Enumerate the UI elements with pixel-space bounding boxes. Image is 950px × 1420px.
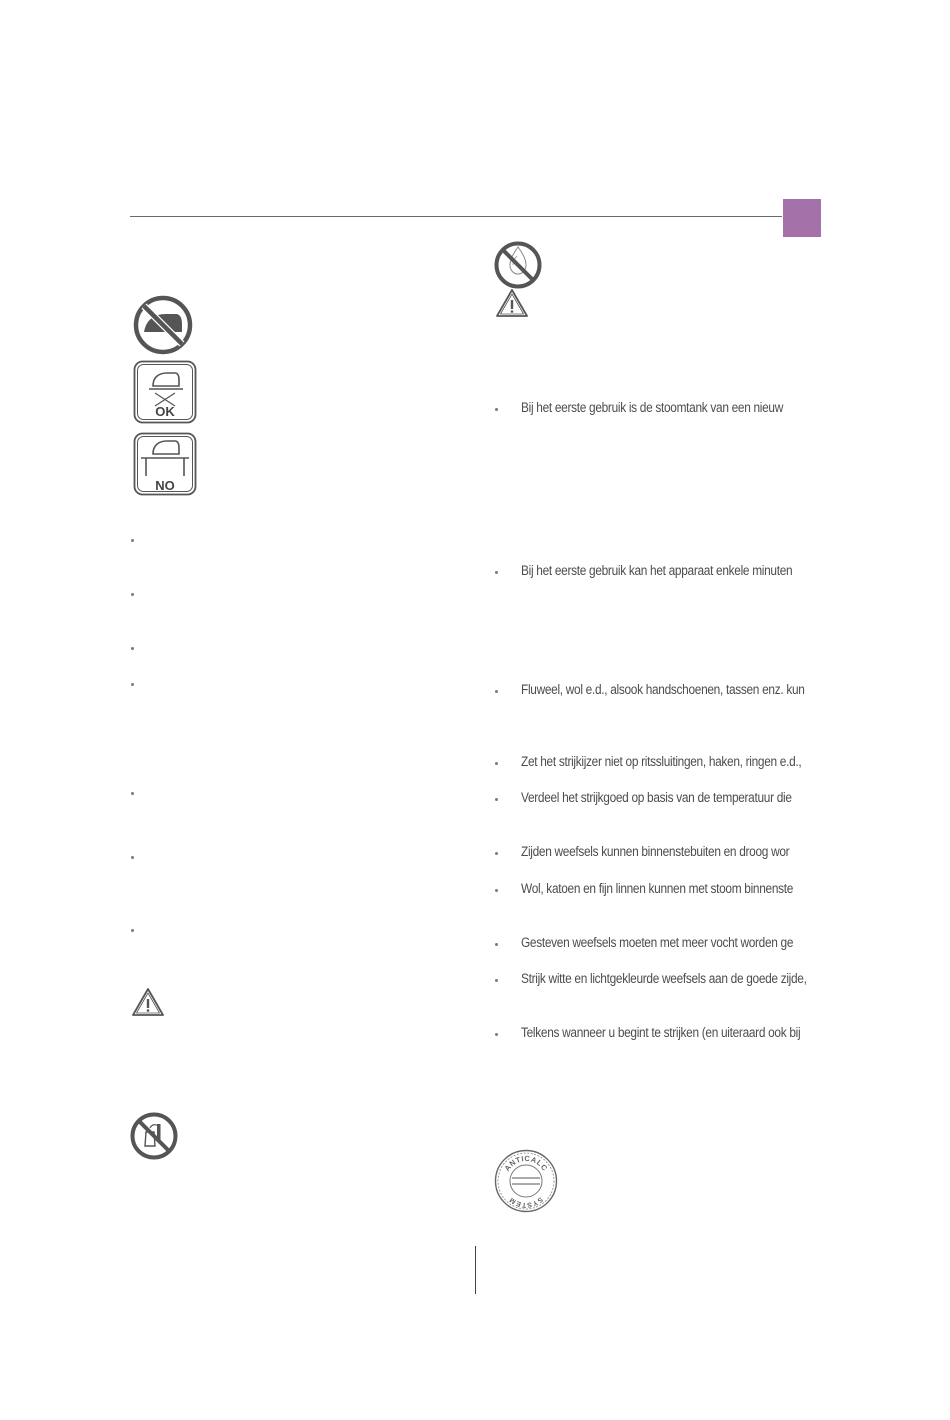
list-bullet (131, 593, 134, 596)
no-badge-label: NO (155, 478, 175, 493)
svg-text:ANTICALC (502, 1154, 549, 1173)
right-list-item: Telkens wanneer u begint te strijken (en uiteraard ook bij (521, 1025, 801, 1040)
no-water-drop-icon (494, 241, 542, 289)
list-bullet (131, 856, 134, 859)
right-list-item: Fluweel, wol e.d., alsook handschoenen, tassen enz. kun (521, 682, 805, 697)
anticalc-top-text: ANTICALC (502, 1153, 550, 1173)
right-list-item: Strijk witte en lichtgekleurde weefsels aan de goede zijde, (521, 971, 807, 986)
footer-divider (475, 1246, 476, 1294)
list-bullet (495, 762, 498, 765)
right-list-item: Wol, katoen en fijn linnen kunnen met stoom binnenste (521, 881, 794, 896)
right-list-item: Verdeel het strijkgoed op basis van de temperatuur die (521, 790, 792, 805)
list-bullet (495, 798, 498, 801)
list-bullet (495, 852, 498, 855)
right-list-item: Bij het eerste gebruik kan het apparaat enkele minuten (521, 563, 793, 578)
ironing-board-ok-icon (133, 360, 197, 424)
anticalc-system-icon (494, 1149, 558, 1213)
list-bullet (495, 690, 498, 693)
warning-icon (131, 987, 165, 1017)
list-bullet (131, 683, 134, 686)
section-tab (783, 199, 821, 237)
right-list-item: Bij het eerste gebruik is de stoomtank van een nieuw (521, 400, 784, 415)
list-bullet (131, 792, 134, 795)
list-bullet (495, 889, 498, 892)
list-bullet (495, 943, 498, 946)
no-sprayer-icon (130, 1112, 178, 1160)
right-list-item: Gesteven weefsels moeten met meer vocht worden ge (521, 935, 794, 950)
warning-icon (495, 288, 529, 318)
table-no-icon (133, 432, 197, 496)
list-bullet (131, 929, 134, 932)
header-rule (130, 216, 782, 217)
anticalc-bottom-text: SYSTEM (508, 1195, 544, 1209)
right-list-item: Zijden weefsels kunnen binnenstebuiten en droog wor (521, 844, 790, 859)
list-bullet (495, 979, 498, 982)
list-bullet (495, 1033, 498, 1036)
right-list-item: Zet het strijkijzer niet op ritssluitingen, haken, ringen e.d., (521, 754, 802, 769)
list-bullet (495, 571, 498, 574)
list-bullet (131, 539, 134, 542)
list-bullet (131, 647, 134, 650)
list-bullet (495, 408, 498, 411)
no-steam-iron-icon (132, 294, 194, 356)
ok-badge-label: OK (155, 404, 175, 419)
